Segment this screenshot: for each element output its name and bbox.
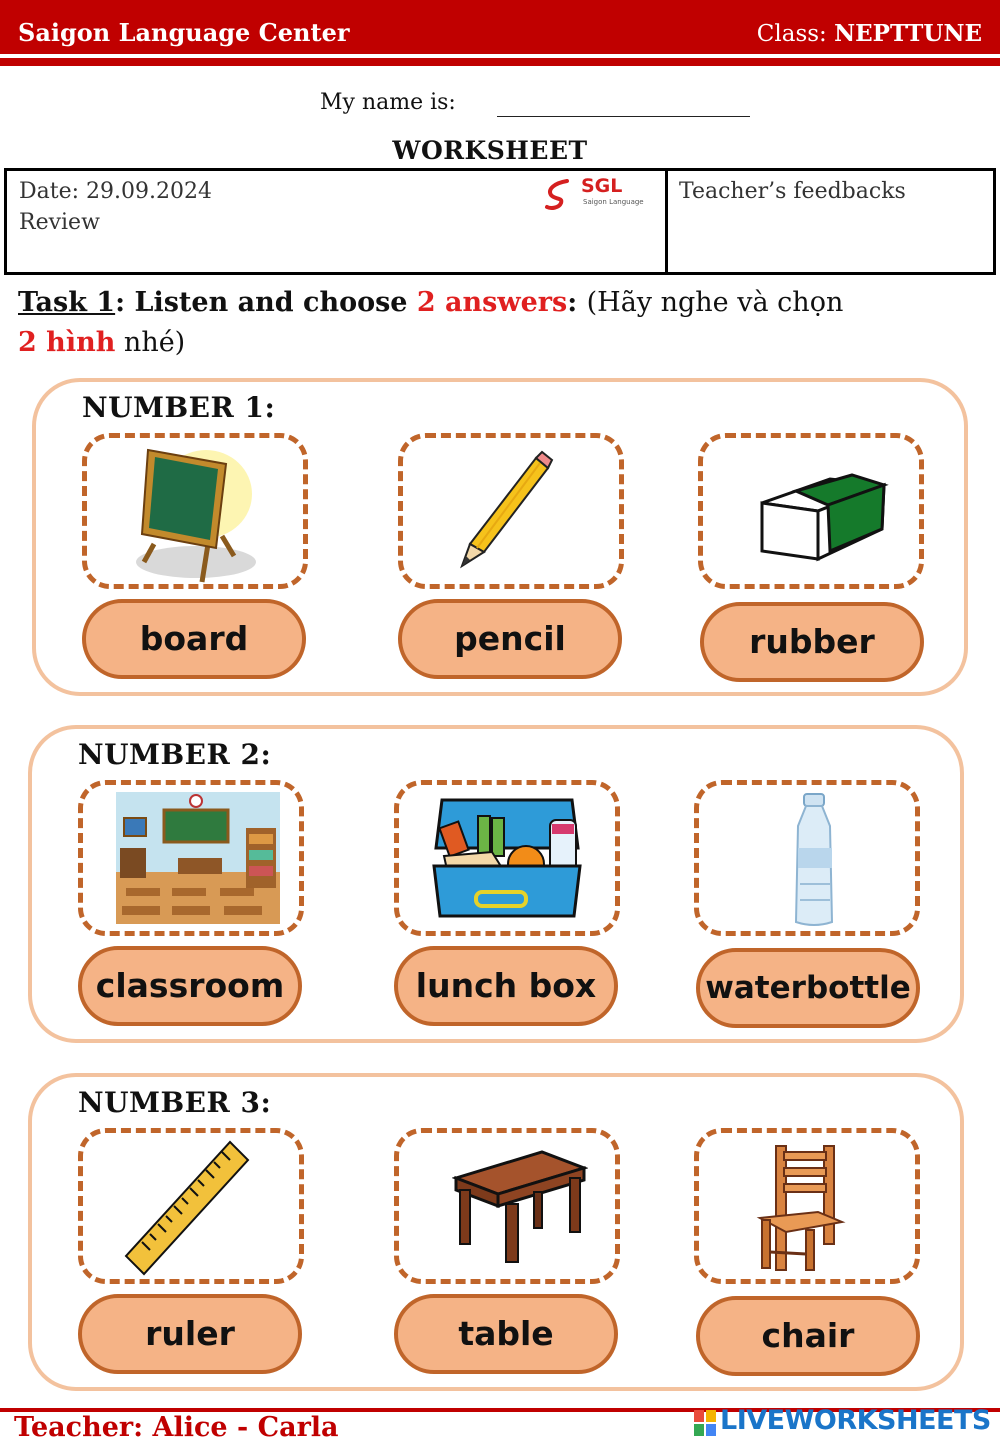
logo-subtext: Saigon Language: [583, 198, 644, 206]
task-note-highlight: 2 hình: [18, 327, 116, 358]
task-highlight: 2 answers: [416, 287, 568, 318]
task-note-b: nhé): [115, 327, 186, 358]
name-field[interactable]: [497, 116, 750, 117]
feedback-label: Teacher’s feedbacks: [679, 179, 906, 204]
liveworksheets-logo-icon: [694, 1410, 716, 1436]
classroom-icon: [116, 792, 280, 924]
answer-label[interactable]: ruler: [78, 1294, 302, 1374]
subtitle-text: Review: [19, 210, 100, 235]
answer-label[interactable]: table: [394, 1294, 618, 1374]
class-info: [757, 20, 982, 47]
date-text: Date: 29.09.2024: [19, 179, 212, 204]
task-instruction: [18, 283, 988, 363]
teacher-name: Teacher: Alice - Carla: [14, 1412, 339, 1443]
answer-label[interactable]: classroom: [78, 946, 302, 1026]
class-label: Class:: [756, 21, 827, 47]
info-box: [4, 168, 996, 275]
task-label: Task 1: [18, 287, 116, 318]
answer-label[interactable]: rubber: [700, 602, 924, 682]
name-label: My name is:: [320, 90, 456, 115]
answer-label[interactable]: chair: [696, 1296, 920, 1376]
lunch-box-icon: [430, 796, 584, 920]
page-title: WORKSHEET: [392, 136, 588, 165]
table-icon: [452, 1148, 588, 1266]
question-title: NUMBER 3:: [78, 1086, 272, 1119]
class-name: NEPTTUNE: [834, 20, 982, 47]
answer-label[interactable]: pencil: [398, 599, 622, 679]
task-text-a: : Listen and choose: [115, 287, 417, 318]
chair-icon: [756, 1142, 846, 1272]
pencil-icon: [448, 448, 558, 570]
water-bottle-icon: [786, 792, 842, 928]
logo-text: SGL: [581, 175, 623, 197]
info-divider: [665, 171, 668, 272]
question-title: NUMBER 2:: [78, 738, 272, 771]
task-text-b: :: [567, 287, 587, 318]
answer-label[interactable]: board: [82, 599, 306, 679]
eraser-icon: [752, 455, 892, 565]
ruler-icon: [122, 1140, 252, 1278]
question-title: NUMBER 1:: [82, 391, 276, 424]
school-name: Saigon Language Center: [18, 18, 350, 47]
answer-label-line1: water: [705, 970, 806, 1006]
watermark-text: LIVEWORKSHEETS: [720, 1405, 991, 1436]
task-note-a: (Hãy nghe và chọn: [586, 287, 844, 318]
answer-label[interactable]: lunch box: [394, 946, 618, 1026]
chalkboard-icon: [124, 444, 264, 584]
answer-label-line2: bottle: [805, 970, 911, 1006]
header-rule: [0, 58, 1000, 66]
answer-label[interactable]: [696, 948, 920, 1028]
